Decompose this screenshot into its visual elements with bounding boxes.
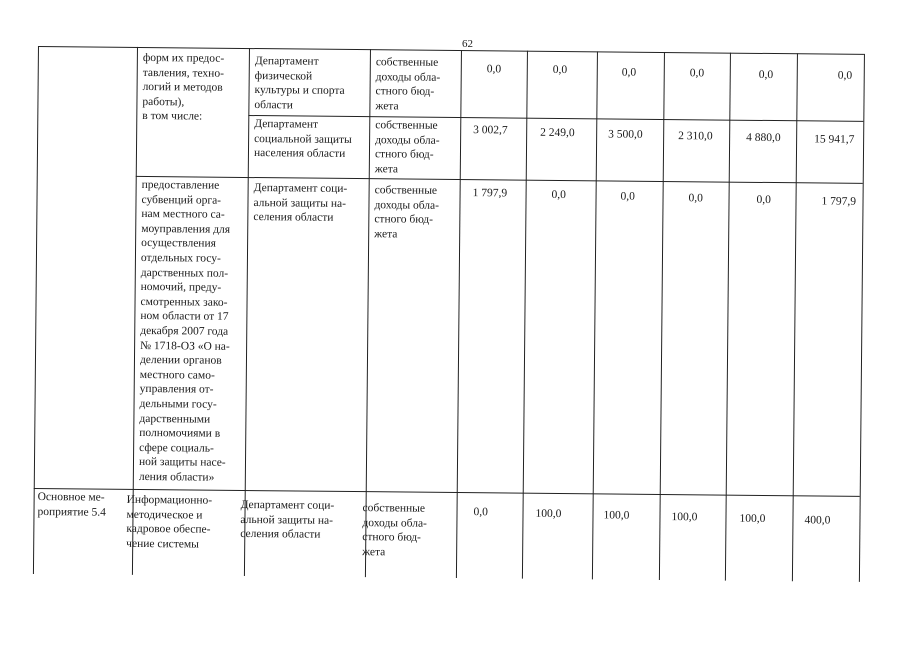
rule-col-source (456, 50, 462, 578)
value-subventions-5: 0,0 (756, 193, 771, 207)
value-social-3: 3 500,0 (608, 128, 643, 141)
executor-info-support: Департамент соци- альной защиты на- селения области (240, 498, 335, 541)
value-sport-1: 0,0 (486, 63, 502, 76)
rule-col-executor (365, 49, 371, 577)
source-info-support: собственные доходы обла- стного бюд- жета (362, 502, 427, 559)
value-sport-3: 0,0 (621, 66, 637, 79)
executor-subventions: Департамент соци- альной защиты на- селения области (253, 182, 348, 225)
value-social-1: 3 002,7 (473, 124, 508, 137)
page-number: 62 (462, 38, 473, 50)
value-subventions-2: 0,0 (551, 188, 567, 202)
value-social-2: 2 249,0 (540, 126, 575, 140)
value-info-1: 0,0 (473, 506, 488, 519)
value-sport-2: 0,0 (552, 63, 568, 77)
rule-col-value5 (792, 53, 798, 581)
value-subventions-3: 0,0 (620, 190, 636, 203)
rule-col-value4 (725, 53, 731, 581)
value-info-4: 100,0 (671, 511, 698, 524)
rule-col-value1 (522, 51, 528, 579)
measure-subventions: предоставление субвенций орга- нам местного са- моуправления для осуществления отдельных госу- дарственных пол- номочий, преду- смотренных зако- ном области от 17 декабря 2007 года № 1718-ОЗ «О на- делении органов местного само- управления от- дельными госу- дарственными полномочиями в сфере социаль- ной защиты насе- ления области» (138, 178, 231, 484)
value-social-total: 15 941,7 (814, 133, 855, 146)
value-sport-total: 0,0 (837, 69, 853, 82)
executor-sport: Департамент физической культуры и спорта области (254, 55, 345, 112)
measure-info-support: Информационно- методическое и кадровое обеспе- чение системы (126, 493, 213, 551)
value-sport-4: 0,0 (689, 67, 705, 80)
source-social: собственные доходы обла- стного бюд- жета (374, 119, 440, 176)
value-social-4: 2 310,0 (678, 130, 713, 143)
value-subventions-4: 0,0 (688, 192, 703, 205)
measure-tail: форм их предос- тавления, техно- логий и методов работы), в том числе: (142, 51, 225, 123)
rule-col-measure (244, 48, 250, 576)
value-info-total: 400,0 (804, 514, 831, 527)
value-subventions-1: 1 797,9 (472, 187, 508, 200)
source-subventions: собственные доходы обла- стного бюд- жета (374, 184, 440, 241)
executor-social: Департамент социальной защиты населения области (253, 118, 352, 161)
rule-col-right (859, 54, 865, 582)
value-social-5: 4 880,0 (746, 131, 781, 145)
value-info-2: 100,0 (535, 507, 562, 521)
source-sport: собственные доходы обла- стного бюд- жета (375, 56, 441, 113)
rule-section-a-bottom (136, 176, 863, 184)
value-info-3: 100,0 (603, 509, 630, 522)
value-subventions-total: 1 797,9 (821, 195, 857, 208)
rule-col-value2 (592, 51, 598, 579)
value-sport-5: 0,0 (758, 68, 774, 82)
main-activity-label: Основное ме- роприятие 5.4 (37, 490, 106, 519)
rule-col-value3 (659, 52, 665, 580)
value-info-5: 100,0 (739, 512, 766, 525)
